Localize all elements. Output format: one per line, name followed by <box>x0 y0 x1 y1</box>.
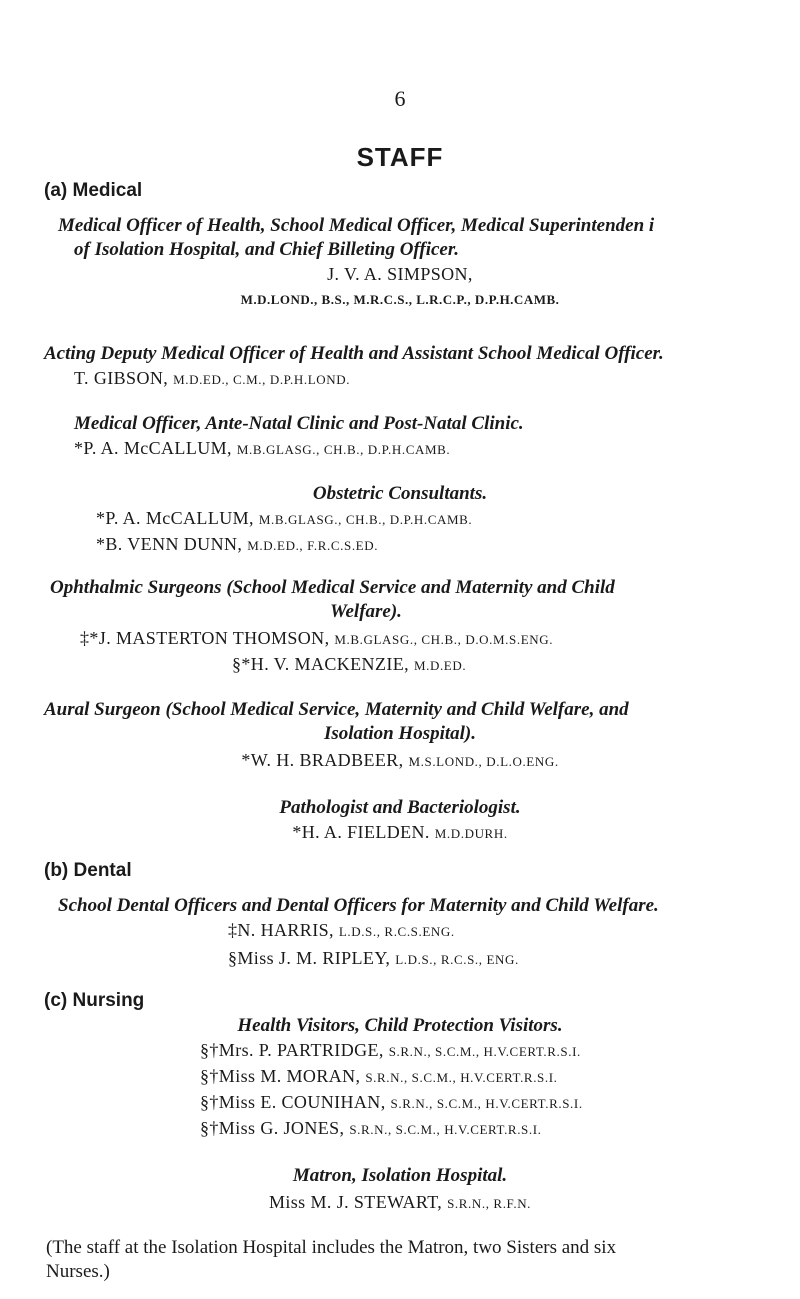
staff-name: *W. H. BRADBEER, <box>241 750 404 770</box>
role-title-ophthalmic-line2: Welfare). <box>330 601 402 622</box>
staff-name: T. GIBSON, <box>74 368 169 388</box>
staff-entry-mccallum-obstetric <box>96 508 472 529</box>
staff-name: *P. A. McCALLUM, <box>96 508 254 528</box>
staff-quals: S.R.N., S.C.M., H.V.CERT.R.S.I. <box>365 1070 558 1085</box>
staff-name: *P. A. McCALLUM, <box>74 438 232 458</box>
staff-quals: L.D.S., R.C.S.ENG. <box>338 924 455 939</box>
staff-name: ‡*J. MASTERTON THOMSON, <box>80 628 330 648</box>
staff-name: §†Miss E. COUNIHAN, <box>200 1092 386 1112</box>
role-title-ophthalmic: Ophthalmic Surgeons (School Medical Service and Maternity and Child <box>50 577 615 598</box>
staff-quals: M.S.LOND., D.L.O.ENG. <box>408 754 559 769</box>
role-title-aural: Aural Surgeon (School Medical Service, Maternity and Child Welfare, and <box>44 699 629 720</box>
staff-name: Miss M. J. STEWART, <box>268 1192 443 1212</box>
role-title-pathologist: Pathologist and Bacteriologist. <box>279 797 521 818</box>
staff-entry-stewart <box>0 1192 800 1213</box>
staff-entry-fielden <box>0 822 800 843</box>
staff-entry-mccallum <box>74 438 450 459</box>
staff-entry-bradbeer <box>0 750 800 771</box>
staff-entry-mackenzie <box>232 654 466 675</box>
role-title-health-visitors: Health Visitors, Child Protection Visitors. <box>237 1015 563 1036</box>
staff-entry-harris <box>228 920 455 941</box>
staff-quals: S.R.N., S.C.M., H.V.CERT.R.S.I. <box>349 1122 542 1137</box>
staff-quals: M.D.DURH. <box>434 826 508 841</box>
staff-quals: M.D.ED., C.M., D.P.H.LOND. <box>173 372 351 387</box>
role-title-dental: School Dental Officers and Dental Officers for Maternity and Child Welfare. <box>58 895 659 916</box>
staff-entry-moran <box>200 1066 558 1087</box>
role-title-moh-line2: of Isolation Hospital, and Chief Billeting Officer. <box>74 239 459 260</box>
section-heading-nursing: (c) Nursing <box>44 990 145 1011</box>
role-title-deputy-moh: Acting Deputy Medical Officer of Health and Assistant School Medical Officer. <box>44 343 664 364</box>
role-title-aural-line2: Isolation Hospital). <box>323 723 477 744</box>
role-title-antenatal: Medical Officer, Ante-Natal Clinic and Post-Natal Clinic. <box>74 413 524 434</box>
staff-quals: S.R.N., S.C.M., H.V.CERT.R.S.I. <box>390 1096 583 1111</box>
staff-name: §*H. V. MACKENZIE, <box>232 654 410 674</box>
staff-entry-jones <box>200 1118 542 1139</box>
page-title: STAFF <box>356 142 444 172</box>
staff-name: §†Miss G. JONES, <box>200 1118 345 1138</box>
staff-quals: S.R.N., R.F.N. <box>447 1196 532 1211</box>
staff-name-simpson: J. V. A. SIMPSON, <box>327 264 473 284</box>
staff-name: §Miss J. M. RIPLEY, <box>228 948 391 968</box>
page-number: 6 <box>394 86 406 111</box>
staff-entry-ripley <box>228 948 519 969</box>
role-title-obstetric: Obstetric Consultants. <box>312 483 488 504</box>
staff-name: *B. VENN DUNN, <box>96 534 243 554</box>
staff-entry-gibson <box>74 368 350 389</box>
staff-note-line2: Nurses.) <box>46 1261 110 1282</box>
staff-note: (The staff at the Isolation Hospital includes the Matron, two Sisters and six <box>46 1237 617 1258</box>
section-heading-medical: (a) Medical <box>44 180 143 201</box>
role-title-moh: Medical Officer of Health, School Medical Officer, Medical Superintenden i <box>58 215 655 236</box>
role-title-matron: Matron, Isolation Hospital. <box>292 1165 508 1186</box>
staff-entry-dunn <box>96 534 378 555</box>
section-heading-dental: (b) Dental <box>44 860 132 881</box>
staff-quals: M.B.GLASG., CH.B., D.P.H.CAMB. <box>258 512 473 527</box>
staff-name: §†Miss M. MORAN, <box>200 1066 361 1086</box>
staff-quals: M.B.GLASG., CH.B., D.P.H.CAMB. <box>236 442 451 457</box>
staff-entry-partridge <box>200 1040 581 1061</box>
staff-quals: M.D.ED., F.R.C.S.ED. <box>247 538 379 553</box>
staff-quals: S.R.N., S.C.M., H.V.CERT.R.S.I. <box>388 1044 581 1059</box>
staff-quals: M.B.GLASG., CH.B., D.O.M.S.ENG. <box>334 632 554 647</box>
staff-name: *H. A. FIELDEN. <box>292 822 430 842</box>
staff-quals: L.D.S., R.C.S., ENG. <box>395 952 519 967</box>
staff-quals-simpson: M.D.LOND., B.S., M.R.C.S., L.R.C.P., D.P.H.CAMB. <box>240 292 560 307</box>
staff-entry-counihan <box>200 1092 583 1113</box>
staff-name: §†Mrs. P. PARTRIDGE, <box>200 1040 384 1060</box>
staff-quals: M.D.ED. <box>413 658 467 673</box>
staff-name: ‡N. HARRIS, <box>228 920 334 940</box>
staff-entry-thomson <box>80 628 553 649</box>
